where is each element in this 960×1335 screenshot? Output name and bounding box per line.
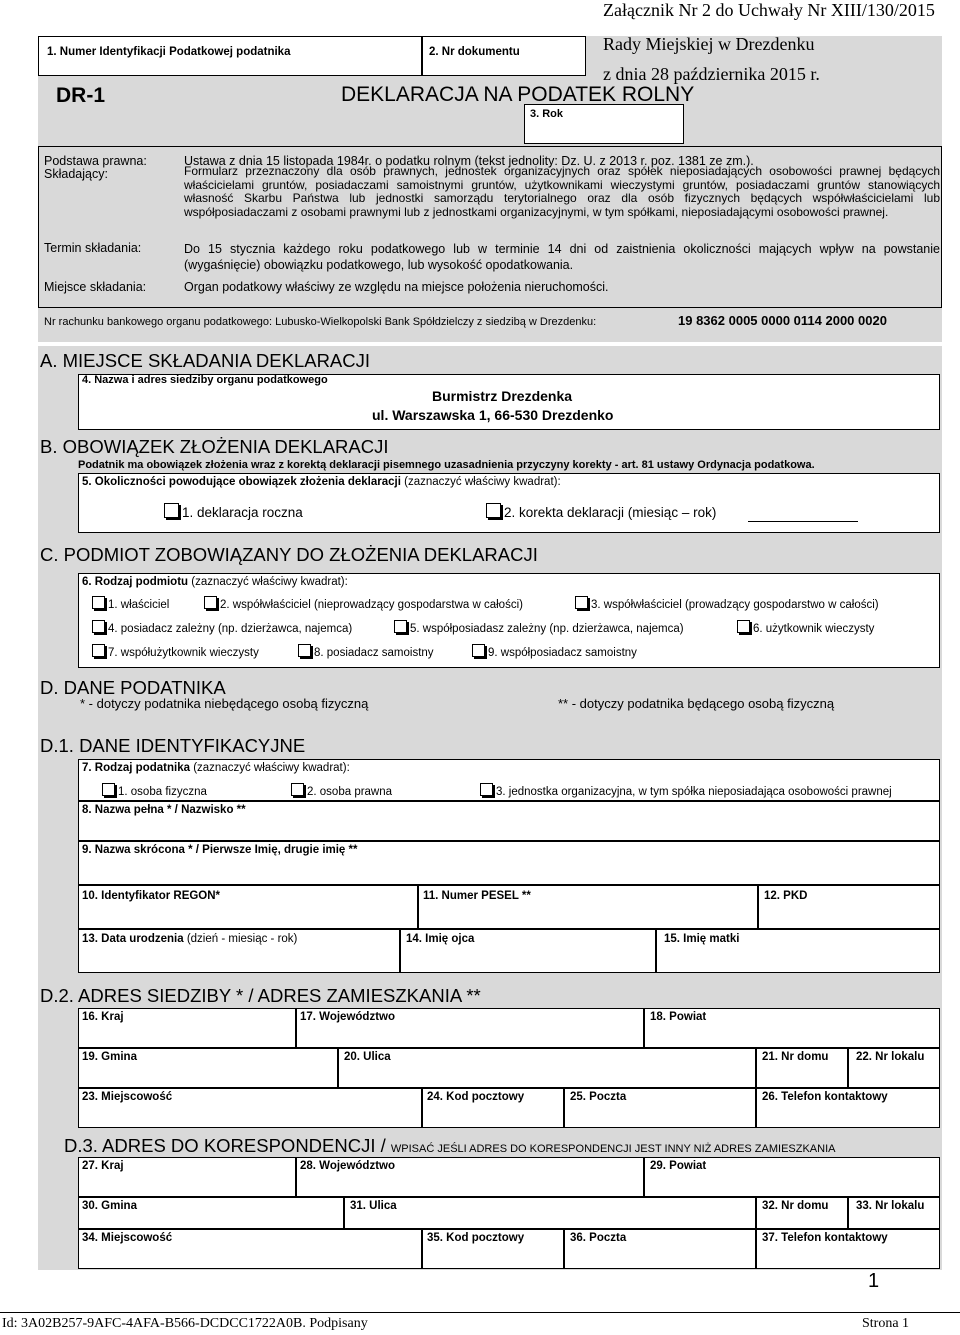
field-23-label: 23. Miejscowość <box>82 1091 173 1103</box>
field-27-label: 27. Kraj <box>82 1160 124 1172</box>
section-b-note: Podatnik ma obowiązek złożenia wraz z korektą deklaracji pisemnego uzasadnienia przyczyny korekty - art. 81 ustawy Ordynacja podatkowa. <box>78 459 815 471</box>
field-34-label: 34. Miejscowość <box>82 1232 173 1244</box>
checkbox-icon[interactable] <box>204 596 217 609</box>
checkbox-icon[interactable] <box>92 620 105 633</box>
field-14-label: 14. Imię ojca <box>406 933 475 945</box>
field-11-label: 11. Numer PESEL ** <box>423 890 531 902</box>
section-d-note-legal: * - dotyczy podatnika niebędącego osobą fizyczną <box>80 696 369 711</box>
deadline-text: Do 15 stycznia każdego roku podatkowego lub w terminie 14 dni od zaistnienia okoliczności mających wpływ na powstanie (wygaśnięcie) obowiązku podatkowego, lub wysokość opodatkowania. <box>184 242 940 272</box>
subject-option-3[interactable]: 3. współwłaściciel (prowadzący gospodarstwo w całości) <box>575 596 879 611</box>
footer-page-label: Strona 1 <box>862 1316 910 1331</box>
section-b-title: B. OBOWIĄZEK ZŁOŻENIA DEKLARACJI <box>40 436 389 457</box>
legal-basis-label: Podstawa prawna: <box>44 154 147 168</box>
taxpayer-option-1[interactable]: 1. osoba fizyczna <box>102 783 207 798</box>
field-20-street[interactable] <box>338 1048 756 1088</box>
place-label: Miejsce składania: <box>44 280 147 294</box>
subject-option-7[interactable]: 7. współużytkownik wieczysty <box>92 644 259 659</box>
attachment-line-3: z dnia 28 października 2015 r. <box>603 64 820 84</box>
nip-label: 1. Numer Identyfikacji Podatkowej podatnika <box>47 46 291 58</box>
field-16-label: 16. Kraj <box>82 1011 124 1023</box>
field-20-label: 20. Ulica <box>344 1051 391 1063</box>
filer-label: Składający: <box>44 167 108 181</box>
checkbox-icon[interactable] <box>737 620 750 633</box>
checkbox-icon[interactable] <box>102 783 115 796</box>
checkbox-icon[interactable] <box>291 783 304 796</box>
footer-id: Id: 3A02B257-9AFC-4AFA-B566-DCDCC1722A0B. Podpisany <box>2 1316 368 1331</box>
field-8-label: 8. Nazwa pełna * / Nazwisko ** <box>82 804 246 816</box>
field-28-label: 28. Województwo <box>300 1160 395 1172</box>
field-31-label: 31. Ulica <box>350 1200 397 1212</box>
field-22-label: 22. Nr lokalu <box>856 1051 925 1063</box>
field-37-label: 37. Telefon kontaktowy <box>762 1232 888 1244</box>
field-19-label: 19. Gmina <box>82 1051 137 1063</box>
bank-account: 19 8362 0005 0000 0114 2000 0020 <box>678 313 887 328</box>
checkbox-icon[interactable] <box>92 596 105 609</box>
doc-number-label: 2. Nr dokumentu <box>429 46 520 58</box>
section-d3-title: D.3. ADRES DO KORESPONDENCJI / WPISAĆ JEŚLI ADRES DO KORESPONDENCJI JEST INNY NIŻ ADRES ZAMIESZKANIA <box>64 1135 836 1156</box>
checkbox-icon[interactable] <box>164 503 179 518</box>
section-d-title: D. DANE PODATNIKA <box>40 677 226 698</box>
field-36-label: 36. Poczta <box>570 1232 627 1244</box>
checkbox-icon[interactable] <box>394 620 407 633</box>
field-5-label: 5. Okoliczności powodujące obowiązek złożenia deklaracji (zaznaczyć właściwy kwadrat): <box>82 476 561 488</box>
office-name: Burmistrz Drezdenka <box>432 388 573 404</box>
field-21-label: 21. Nr domu <box>762 1051 829 1063</box>
field-7-label: 7. Rodzaj podatnika (zaznaczyć właściwy kwadrat): <box>82 762 350 774</box>
field-32-label: 32. Nr domu <box>762 1200 829 1212</box>
field-17-label: 17. Województwo <box>300 1011 395 1023</box>
field-33-label: 33. Nr lokalu <box>856 1200 925 1212</box>
section-d-note-natural: ** - dotyczy podatnika będącego osobą fizyczną <box>558 696 835 711</box>
attachment-line-1: Załącznik Nr 2 do Uchwały Nr XIII/130/2015 <box>603 0 935 20</box>
subject-option-4[interactable]: 4. posiadacz zależny (np. dzierżawca, najemca) <box>92 620 352 635</box>
subject-option-6[interactable]: 6. użytkownik wieczysty <box>737 620 874 635</box>
correction-date-line[interactable] <box>748 521 858 522</box>
page-number: 1 <box>868 1270 880 1292</box>
field-6-label: 6. Rodzaj podmiotu (zaznaczyć właściwy kwadrat): <box>82 576 348 588</box>
field-10-label: 10. Identyfikator REGON* <box>82 890 221 902</box>
field-9-label: 9. Nazwa skrócona * / Pierwsze Imię, drugie imię ** <box>82 844 358 856</box>
field-29-label: 29. Powiat <box>650 1160 707 1172</box>
form-title: DEKLARACJA NA PODATEK ROLNY <box>341 83 695 106</box>
form-code: DR-1 <box>56 84 106 107</box>
subject-option-8[interactable]: 8. posiadacz samoistny <box>298 644 434 659</box>
field-24-label: 24. Kod pocztowy <box>427 1091 525 1103</box>
field-12-label: 12. PKD <box>764 890 808 902</box>
deadline-label: Termin składania: <box>44 241 142 255</box>
checkbox-icon[interactable] <box>575 596 588 609</box>
footer-rule <box>0 1312 960 1313</box>
section-d2-title: D.2. ADRES SIEDZIBY * / ADRES ZAMIESZKANIA ** <box>40 985 481 1006</box>
field-26-label: 26. Telefon kontaktowy <box>762 1091 888 1103</box>
checkbox-icon[interactable] <box>480 783 493 796</box>
checkbox-icon[interactable] <box>486 503 501 518</box>
subject-option-9[interactable]: 9. współposiadacz samoistny <box>472 644 637 659</box>
option-correction[interactable]: 2. korekta deklaracji (miesiąc – rok) <box>486 503 716 520</box>
subject-option-5[interactable]: 5. współposiadasz zależny (np. dzierżawca, najemca) <box>394 620 684 635</box>
field-13-label: 13. Data urodzenia (dzień - miesiąc - rok) <box>82 933 298 945</box>
field-15-label: 15. Imię matki <box>664 933 740 945</box>
field-30-label: 30. Gmina <box>82 1200 137 1212</box>
field-4-label: 4. Nazwa i adres siedziby organu podatkowego <box>82 374 328 386</box>
checkbox-icon[interactable] <box>472 644 485 657</box>
subject-option-2[interactable]: 2. współwłaściciel (nieprowadzący gospodarstwa w całości) <box>204 596 523 611</box>
attachment-line-2: Rady Miejskiej w Drezdenku <box>603 34 815 54</box>
office-address: ul. Warszawska 1, 66-530 Drezdenko <box>372 407 614 423</box>
section-d1-title: D.1. DANE IDENTYFIKACYJNE <box>40 735 306 756</box>
subject-option-1[interactable]: 1. właściciel <box>92 596 169 611</box>
field-35-label: 35. Kod pocztowy <box>427 1232 525 1244</box>
checkbox-icon[interactable] <box>92 644 105 657</box>
field-31-street[interactable] <box>344 1197 756 1229</box>
option-annual[interactable]: 1. deklaracja roczna <box>164 503 303 520</box>
taxpayer-option-2[interactable]: 2. osoba prawna <box>291 783 392 798</box>
field-18-label: 18. Powiat <box>650 1011 707 1023</box>
checkbox-icon[interactable] <box>298 644 311 657</box>
legal-basis-text: Ustawa z dnia 15 listopada 1984r. o podatku rolnym (tekst jednolity: Dz. U. z 2013 r. poz. 1381 ze zm.). <box>184 154 754 168</box>
bank-text: Nr rachunku bankowego organu podatkowego: Lubusko-Wielkopolski Bank Spółdzielczy z siedzibą w Drezdenku: <box>44 316 597 328</box>
field-25-label: 25. Poczta <box>570 1091 627 1103</box>
place-text: Organ podatkowy właściwy ze względu na miejsce położenia nieruchomości. <box>184 280 609 294</box>
year-label: 3. Rok <box>530 108 564 120</box>
filer-text: Formularz przeznaczony dla osób prawnych, jednostek organizacyjnych oraz spółek nieposiadających osobowości prawnej będących właścicielami gruntów, posiadaczami samoistnymi gruntów, użytkownikami wieczystymi gruntów, posiadaczami gruntów stanowiących własność Skarbu Państwa lub jednostki samorządu terytorialnego oraz dla osób fizycznych będących współwłaścicielami lub współposiadaczami z osobami prawnymi lub z jednostkami organizacyjnymi, w tym spółkami, nieposiadającymi osobowości prawnej. <box>184 164 940 219</box>
taxpayer-option-3[interactable]: 3. jednostka organizacyjna, w tym spółka nieposiadająca osobowości prawnej <box>480 783 892 798</box>
section-c-title: C. PODMIOT ZOBOWIĄZANY DO ZŁOŻENIA DEKLARACJI <box>40 544 538 565</box>
section-a-title: A. MIEJSCE SKŁADANIA DEKLARACJI <box>40 350 371 371</box>
